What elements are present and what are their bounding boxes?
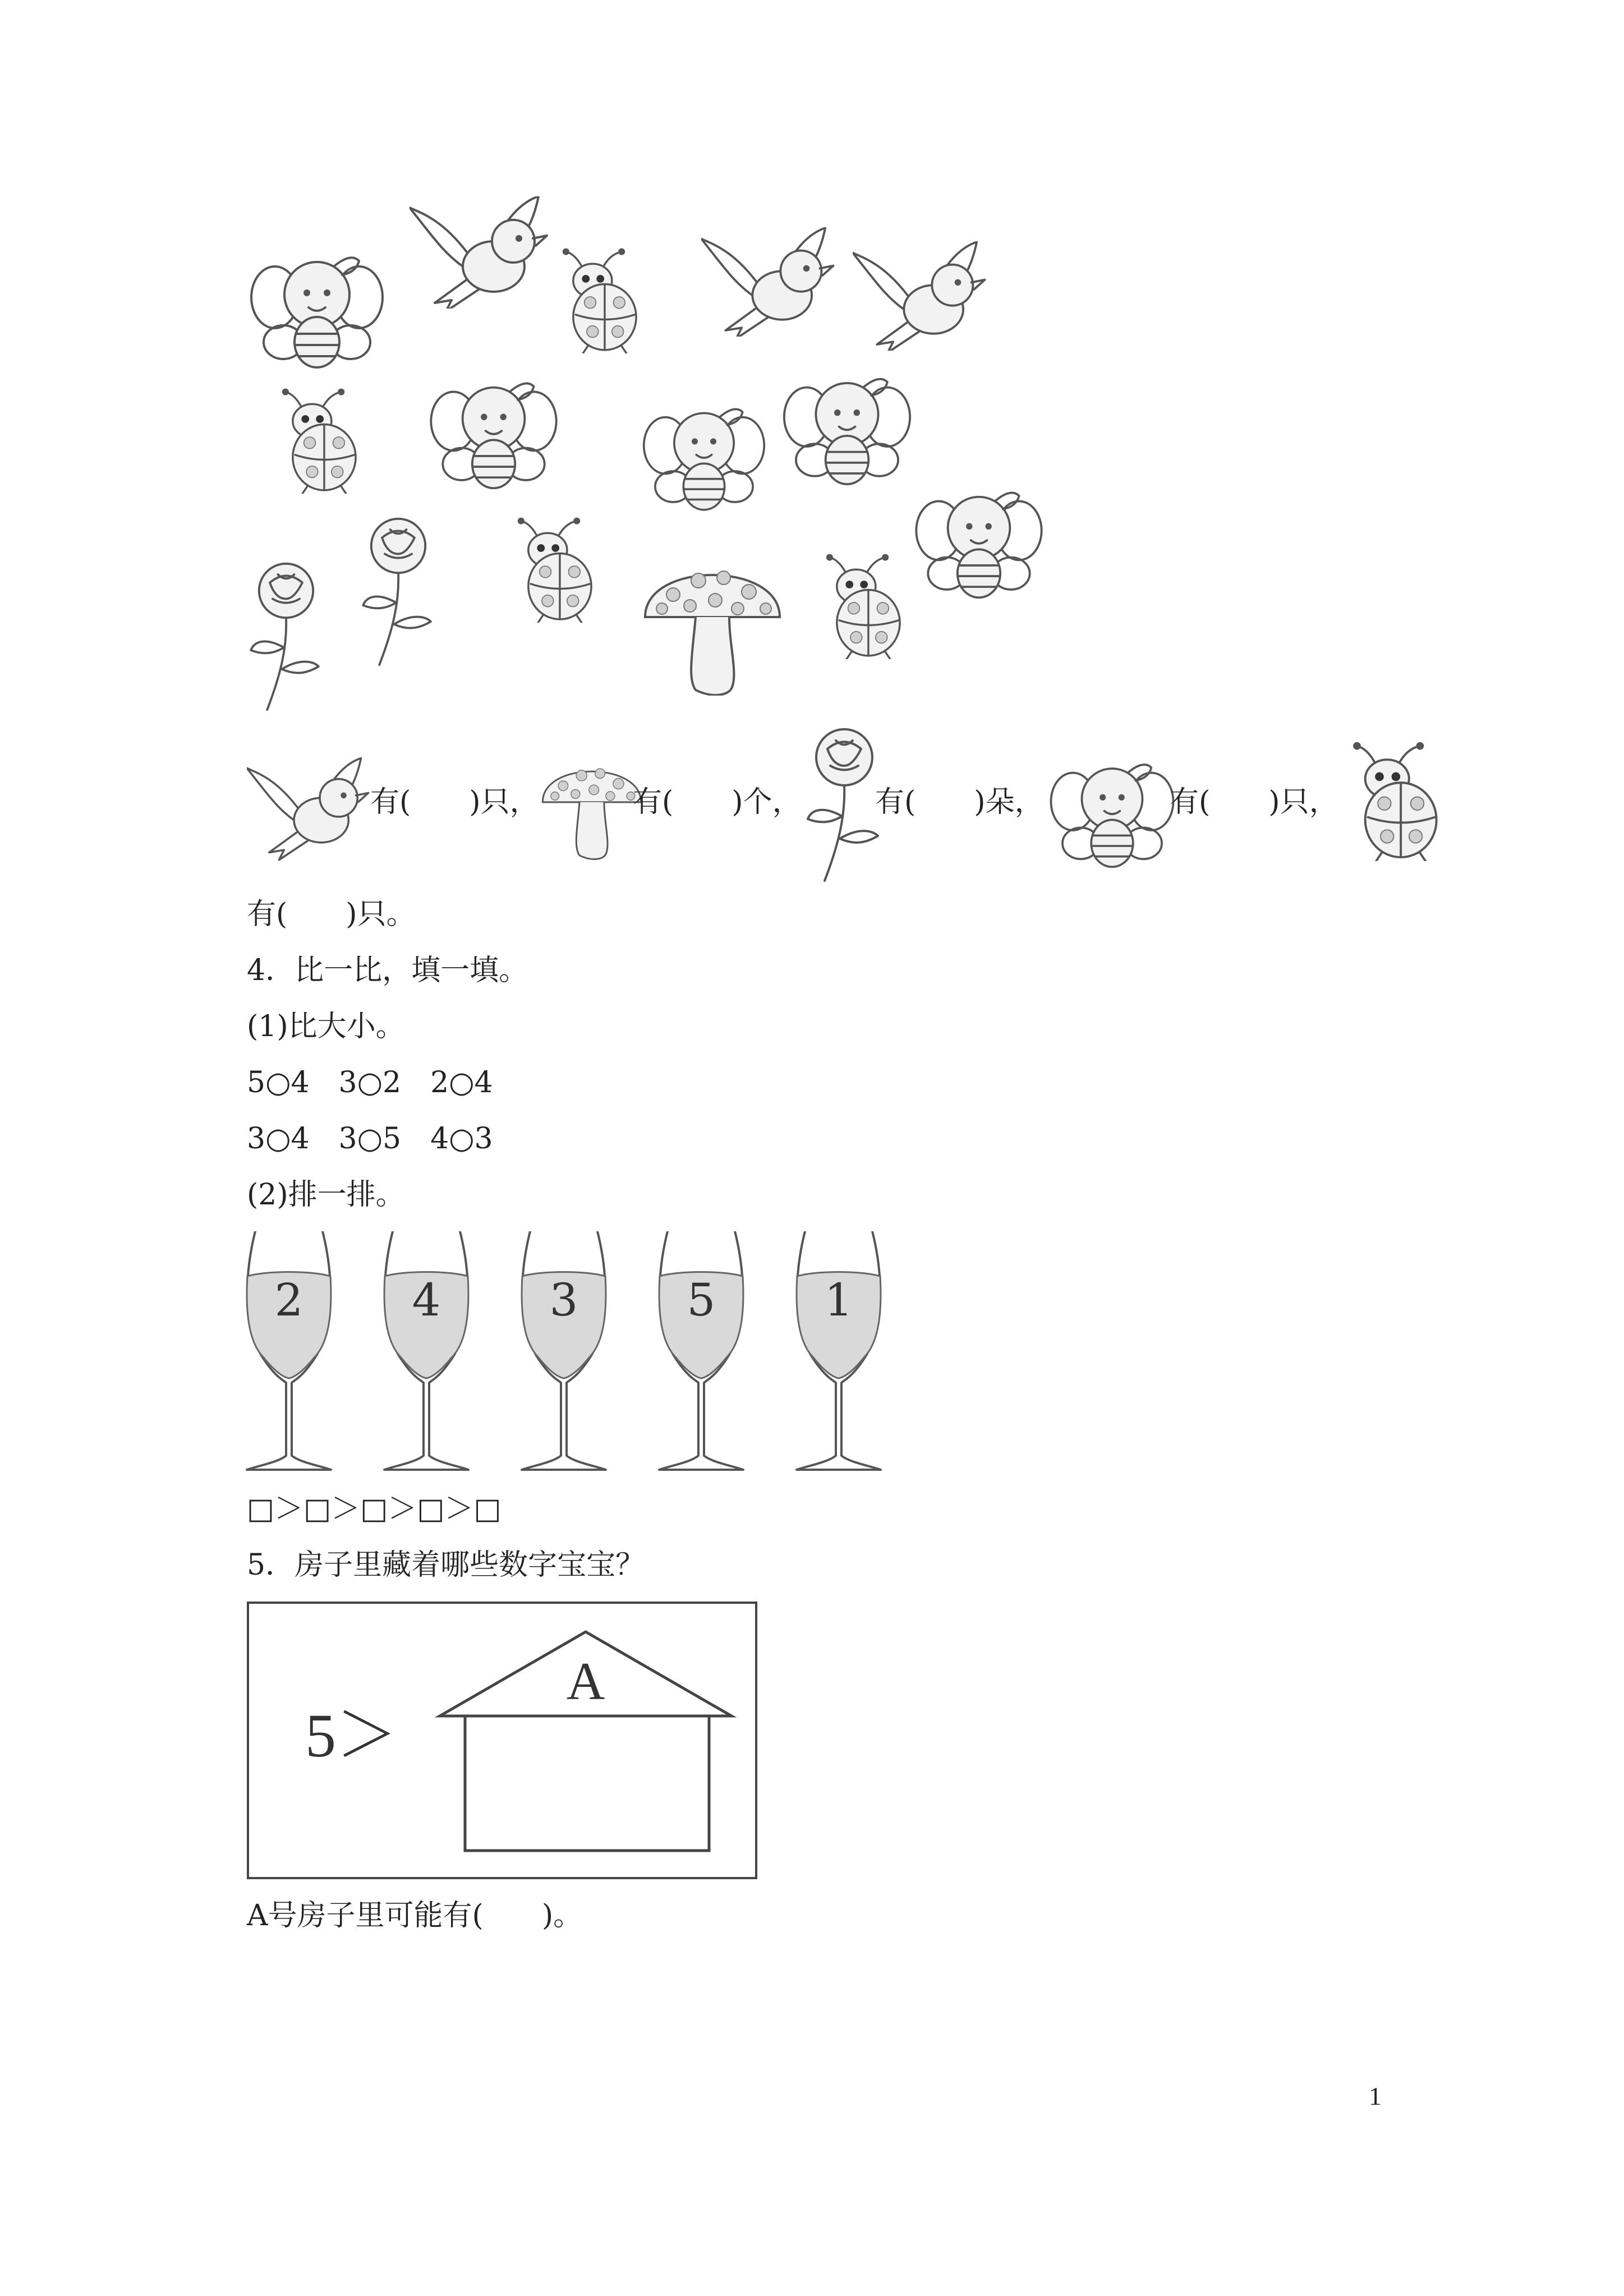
q4-sub2: (2)排一排。 — [247, 1178, 405, 1212]
glass-number: 4 — [412, 1274, 441, 1326]
house-inequality: 5＞ — [305, 1701, 398, 1770]
mushroom-icon — [539, 740, 645, 864]
flower-icon — [247, 561, 325, 712]
bird-icon — [701, 227, 841, 337]
bird-icon — [247, 746, 376, 869]
bee-icon — [642, 398, 766, 513]
ladybug-icon — [813, 553, 909, 659]
q5-answer-line: A号房子里可能有( )。 — [247, 1899, 583, 1932]
bee-icon — [1049, 754, 1175, 869]
flower-icon — [359, 516, 438, 668]
glass-number: 1 — [824, 1274, 853, 1326]
ladybug-icon — [1341, 740, 1444, 861]
q4-order-line: □＞□＞□＞□＞□ — [247, 1492, 502, 1526]
glass-icon — [519, 1231, 609, 1473]
glass-number: 2 — [274, 1274, 303, 1326]
q4-compare-row-1: 5○4 3○2 2○4 — [247, 1066, 493, 1099]
flower-icon — [802, 726, 886, 884]
ladybug-count-text: 有( )只。 — [247, 898, 416, 931]
ladybug-icon — [269, 387, 365, 494]
house-figure-frame — [247, 1602, 757, 1879]
bee-icon — [429, 373, 558, 491]
bee-icon — [783, 367, 912, 488]
glass-number: 3 — [549, 1274, 578, 1326]
glass-icon — [656, 1231, 746, 1473]
bird-count-text: 有( )只， — [370, 785, 539, 819]
ladybug-icon — [505, 516, 600, 623]
house-roof-label: A — [566, 1651, 605, 1711]
glass-icon — [794, 1231, 884, 1473]
bee-icon — [914, 482, 1043, 600]
bee-count-text: 有( )只， — [1170, 785, 1338, 819]
page-number: 1 — [1369, 2082, 1382, 2110]
mushroom-count-text: 有( )个， — [633, 785, 802, 819]
house-icon — [440, 1632, 732, 1856]
bird-icon — [410, 196, 555, 309]
flower-count-text: 有( )朵， — [875, 785, 1044, 819]
glass-number: 5 — [687, 1274, 716, 1326]
q4-sub1: (1)比大小。 — [247, 1010, 405, 1043]
glass-icon — [244, 1231, 334, 1473]
bird-icon — [853, 241, 993, 351]
q4-title: 4．比一比，填一填。 — [247, 954, 528, 987]
glass-icon — [381, 1231, 471, 1473]
ladybug-icon — [547, 247, 648, 353]
q5-title: 5．房子里藏着哪些数字宝宝？ — [247, 1548, 645, 1582]
q4-compare-row-2: 3○4 3○5 4○3 — [247, 1122, 493, 1156]
bee-icon — [250, 247, 384, 370]
mushroom-icon — [640, 539, 785, 696]
